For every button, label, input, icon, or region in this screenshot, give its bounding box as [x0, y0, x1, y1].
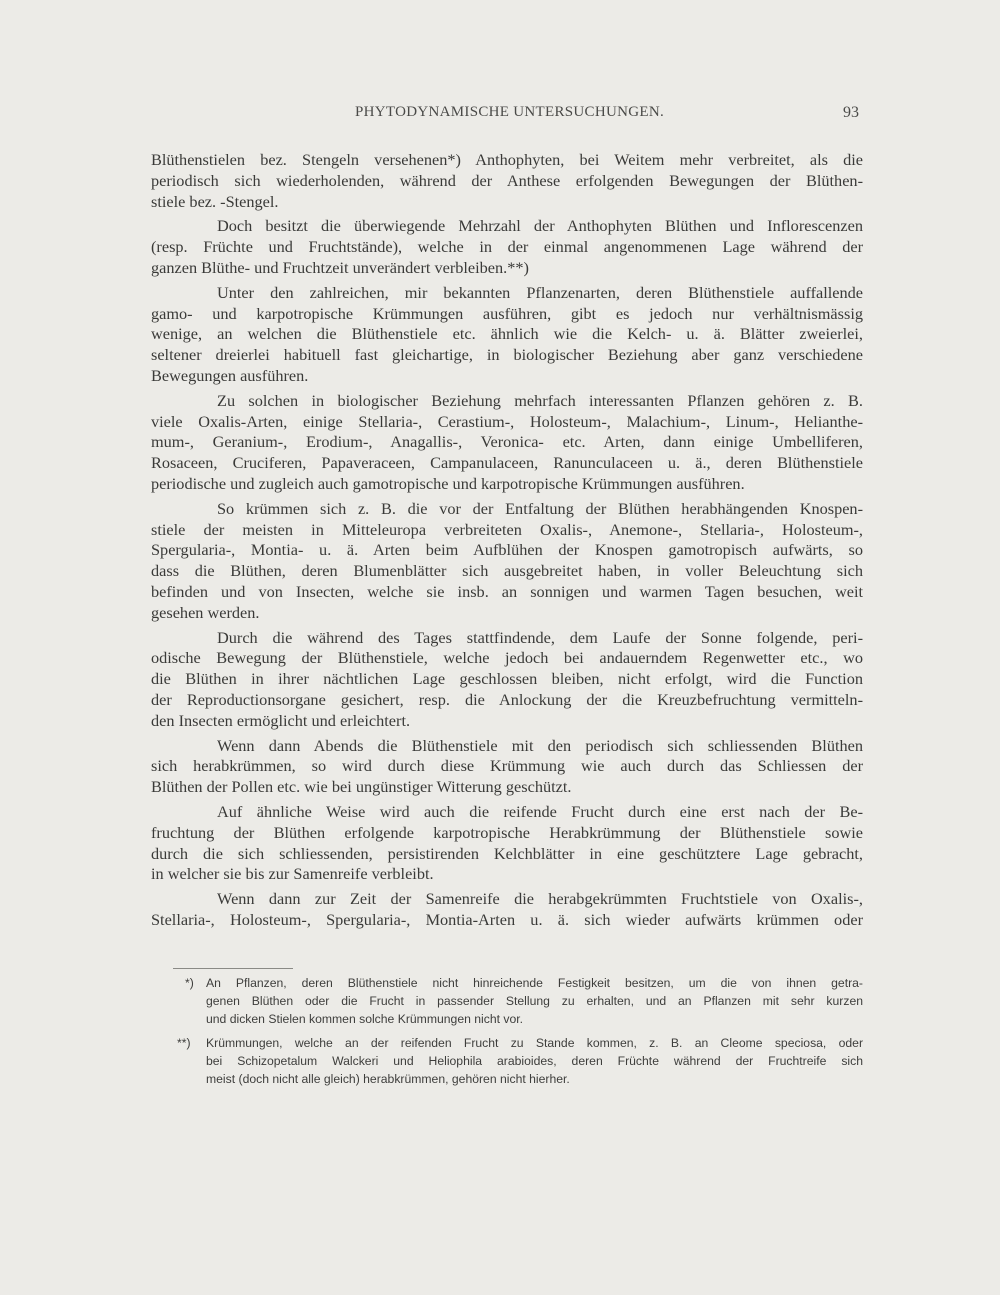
text-line: Durch die während des Tages stattfindende, dem Laufe der Sonne folgende, peri-	[217, 627, 863, 647]
text-line: viele Oxalis-Arten, einige Stellaria-, Cerastium-, Holosteum-, Malachium-, Linum-, Helianthe-	[151, 411, 863, 431]
text-line: Spergularia-, Montia- u. ä. Arten beim Aufblühen der Knospen gamotropisch aufwärts, so	[151, 540, 863, 560]
text-line: befinden und von Insecten, welche sie insb. an sonnigen und warmen Tagen besuchen, weit	[151, 581, 863, 601]
text-line: durch die sich schliessenden, persistirenden Kelchblätter in eine geschütztere Lage gebracht,	[151, 843, 863, 863]
text-line: der Reproductionsorgane gesichert, resp. die Anlockung der die Kreuzbefruchtung vermitteln-	[151, 689, 863, 709]
text-line: fruchtung der Blüthen erfolgende karpotropische Herabkrümmung der Blüthenstiele sowie	[151, 822, 863, 842]
footnote-line: meist (doch nicht alle gleich) herabkrümmen, gehören nicht hierher.	[206, 1072, 570, 1086]
text-line: stiele bez. -Stengel.	[151, 191, 279, 211]
text-line: Wenn dann zur Zeit der Samenreife die herabgekrümmten Fruchtstiele von Oxalis-,	[217, 889, 863, 909]
footnote-line: genen Blüthen oder die Frucht in passender Stellung zu erhalten, und an Pflanzen mit sehr kurzen	[206, 994, 863, 1008]
text-line: periodisch sich wiederholenden, während der Anthese erfolgenden Bewegungen der Blüthen-	[151, 170, 863, 190]
text-line: odische Bewegung der Blüthenstiele, welche jedoch bei andauerndem Regenwetter etc., wo	[151, 648, 863, 668]
footnote-marker: **)	[177, 1036, 191, 1050]
paragraph	[151, 283, 863, 387]
text-line: Unter den zahlreichen, mir bekannten Pflanzenarten, deren Blüthenstiele auffallende	[217, 282, 863, 302]
text-line: gesehen werden.	[151, 602, 260, 622]
text-line: mum-, Geranium-, Erodium-, Anagallis-, Veronica- etc. Arten, dann einige Umbelliferen,	[151, 432, 863, 452]
paragraph	[151, 150, 863, 212]
footnote	[151, 1034, 863, 1088]
text-line: Auf ähnliche Weise wird auch die reifende Frucht durch eine erst nach der Be-	[217, 801, 863, 821]
text-line: Wenn dann Abends die Blüthenstiele mit den periodisch sich schliessenden Blüthen	[217, 735, 863, 755]
footnote-line: An Pflanzen, deren Blüthenstiele nicht hinreichende Festigkeit besitzen, um die von ihnen getra-	[206, 976, 863, 990]
paragraph	[151, 802, 863, 885]
text-line: die Blüthen in ihrer nächtlichen Lage geschlossen bleiben, nicht erfolgt, wird die Function	[151, 669, 863, 689]
paragraph	[151, 628, 863, 732]
paragraph	[151, 736, 863, 798]
text-line: Blüthen der Pollen etc. wie bei ungünstiger Witterung geschützt.	[151, 777, 572, 797]
footnote	[151, 974, 863, 1028]
paragraph	[151, 216, 863, 278]
text-line: gamo- und karpotropische Krümmungen ausführen, gibt es jedoch nur verhältnismässig	[151, 303, 863, 323]
text-line: Blüthenstielen bez. Stengeln versehenen*) Anthophyten, bei Weitem mehr verbreitet, als die	[151, 150, 863, 169]
footnote-line: Krümmungen, welche an der reifenden Frucht zu Stande kommen, z. B. an Cleome speciosa, oder	[206, 1036, 863, 1050]
text-line: Bewegungen ausführen.	[151, 365, 309, 385]
footnote-line: bei Schizopetalum Walckeri und Heliophila arabioides, deren Früchte während der Fruchtreife sich	[206, 1054, 863, 1068]
footnote-line: und dicken Stielen kommen solche Krümmungen nicht vor.	[206, 1012, 524, 1026]
text-line: So krümmen sich z. B. die vor der Entfaltung der Blüthen herabhängenden Knospen-	[217, 498, 863, 518]
text-line: stiele der meisten in Mitteleuropa verbreiteten Oxalis-, Anemone-, Stellaria-, Holosteum-,	[151, 519, 863, 539]
paragraph	[151, 499, 863, 624]
text-line: wenige, an welchen die Blüthenstiele etc. ähnlich wie die Kelch- u. ä. Blätter zweierlei,	[151, 324, 863, 344]
text-line: Doch besitzt die überwiegende Mehrzahl der Anthophyten Blüthen und Inflorescenzen	[217, 216, 863, 236]
page-number: 93	[843, 104, 859, 121]
text-line: dass die Blüthen, deren Blumenblätter sich ausgebreitet haben, in voller Beleuchtung sich	[151, 561, 863, 581]
text-line: ganzen Blüthe- und Fruchtzeit unverändert verbleiben.**)	[151, 257, 529, 277]
text-line: in welcher sie bis zur Samenreife verbleibt.	[151, 864, 434, 884]
running-title: PHYTODYNAMISCHE UNTERSUCHUNGEN.	[355, 104, 665, 120]
footnotes	[151, 974, 863, 1094]
text-line: Zu solchen in biologischer Beziehung mehrfach interessanten Pflanzen gehören z. B.	[217, 390, 863, 410]
footnote-marker: *)	[185, 976, 194, 990]
text-line: den Insecten ermöglicht und erleichtert.	[151, 710, 411, 730]
text-line: periodische und zugleich auch gamotropische und karpotropische Krümmungen ausführen.	[151, 473, 745, 493]
paragraph	[151, 391, 863, 495]
footnote-divider	[173, 968, 293, 969]
text-line: sich herabkrümmen, so wird durch diese Krümmung wie auch durch das Schliessen der	[151, 756, 863, 776]
text-line: Stellaria-, Holosteum-, Spergularia-, Montia-Arten u. ä. sich wieder aufwärts krümmen oder	[151, 909, 863, 929]
text-line: (resp. Früchte und Fruchtstände), welche in der einmal angenommenen Lage während der	[151, 237, 863, 257]
body-text	[151, 150, 863, 931]
text-line: seltener dreierlei habituell fast gleichartige, in biologischer Beziehung aber ganz verschiedene	[151, 345, 863, 365]
text-line: Rosaceen, Cruciferen, Papaveraceen, Campanulaceen, Ranunculaceen u. ä., deren Blüthenstiele	[151, 453, 863, 473]
page-header	[0, 104, 1000, 128]
paragraph	[151, 889, 863, 931]
